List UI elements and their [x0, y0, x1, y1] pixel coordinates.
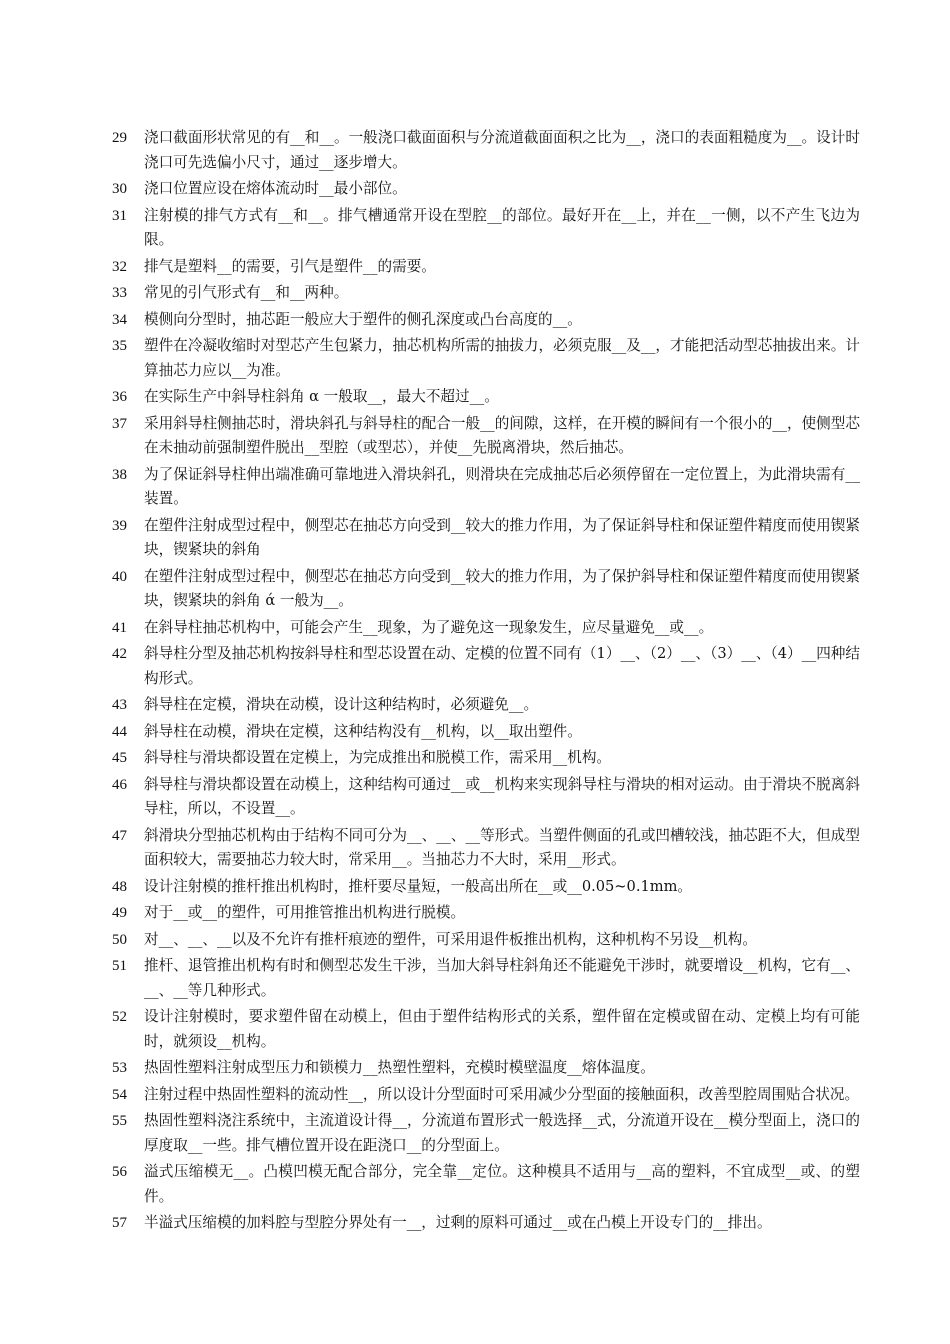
question-number: 56	[112, 1164, 127, 1180]
question-text: 斜导柱与滑块都设置在定模上，为完成推出和脱模工作，需采用__机构。	[144, 749, 612, 766]
question-number: 43	[112, 697, 127, 713]
question-number: 37	[112, 415, 127, 432]
question-text: 为了保证斜导柱伸出端准确可靠地进入滑块斜孔，则滑块在完成抽芯后必须停留在一定位置上，为此滑块需有__装置。	[144, 465, 860, 507]
question-number: 45	[112, 750, 127, 766]
question-number: 46	[112, 776, 127, 793]
question-text: 设计注射模的推杆推出机构时，推杆要尽量短，一般高出所在__或__0.05~0.1mm。	[144, 877, 693, 895]
question-text: 塑件在冷凝收缩时对型芯产生包紧力，抽芯机构所需的抽拔力，必须克服__及__，才能把活动型芯抽拔出来。计算抽芯力应以__为准。	[144, 337, 860, 379]
question-item	[112, 1005, 860, 1054]
question-number: 39	[112, 517, 127, 534]
question-item	[112, 1160, 860, 1209]
question-item	[112, 1211, 860, 1236]
question-text: 模侧向分型时，抽芯距一般应大于塑件的侧孔深度或凸台高度的__。	[144, 310, 582, 328]
question-number: 44	[112, 723, 127, 740]
question-text: 注射过程中热固性塑料的流动性__，所以设计分型面时可采用减少分型面的接触面积，改善型腔周围贴合状况。	[144, 1085, 860, 1103]
question-item	[112, 565, 860, 614]
question-item	[112, 928, 860, 953]
question-item	[112, 746, 860, 771]
question-number: 53	[112, 1060, 127, 1076]
question-item	[112, 463, 860, 512]
question-number: 32	[112, 258, 127, 275]
question-text: 对__、__、__以及不允许有推杆痕迹的塑件，可采用退件板推出机构，这种机构不另设__机构。	[144, 930, 757, 948]
question-item	[112, 693, 860, 718]
question-item	[112, 824, 860, 873]
question-text: 在塑件注射成型过程中，侧型芯在抽芯方向受到__较大的推力作用，为了保护斜导柱和保证塑件精度而使用锲紧块，锲紧块的斜角 ά 一般为__。	[144, 567, 860, 609]
question-text: 热固性塑料注射成型压力和锁模力__热塑性塑料，充模时模壁温度__熔体温度。	[144, 1059, 655, 1076]
question-item	[112, 126, 860, 175]
question-text: 斜导柱在动模，滑块在定模，这种结构没有__机构，以__取出塑件。	[144, 722, 582, 740]
question-item	[112, 1109, 860, 1158]
question-item	[112, 514, 860, 563]
question-item	[112, 385, 860, 410]
question-number: 36	[112, 389, 127, 405]
question-text: 常见的引气形式有__和__两种。	[144, 284, 349, 301]
question-text: 在塑件注射成型过程中，侧型芯在抽芯方向受到__较大的推力作用，为了保证斜导柱和保证塑件精度而使用锲紧块，锲紧块的斜角	[144, 516, 860, 558]
question-item	[112, 204, 860, 253]
question-number: 50	[112, 931, 127, 948]
question-item	[112, 334, 860, 383]
question-number: 35	[112, 338, 127, 354]
question-number: 54	[112, 1086, 127, 1103]
question-text: 热固性塑料浇注系统中，主流道设计得__，分流道布置形式一般选择__式，分流道开设在__模分型面上，浇口的厚度取__一些。排气槽位置开设在距浇口__的分型面上。	[144, 1112, 860, 1154]
question-text: 推杆、退管推出机构有时和侧型芯发生干涉，当加大斜导柱斜角还不能避免干涉时，就要增设__机构，它有__、__、__等几种形式。	[144, 957, 860, 999]
question-number: 40	[112, 568, 127, 585]
question-text: 斜导柱在定模，滑块在动模，设计这种结构时，必须避免__。	[144, 696, 539, 713]
question-text: 设计注射模时，要求塑件留在动模上，但由于塑件结构形式的关系，塑件留在定模或留在动、定模上均有可能时，就须设__机构。	[144, 1008, 860, 1050]
question-number: 30	[112, 181, 127, 197]
question-text: 溢式压缩模无__。凸模凹模无配合部分，完全靠__定位。这种模具不适用与__高的塑料，不宜成型__或、的塑件。	[144, 1163, 860, 1205]
question-item	[112, 616, 860, 641]
question-item	[112, 412, 860, 461]
question-item	[112, 177, 860, 202]
question-item	[112, 255, 860, 280]
question-number: 33	[112, 285, 127, 301]
question-number: 38	[112, 466, 127, 483]
question-item	[112, 954, 860, 1003]
question-text: 半溢式压缩模的加料腔与型腔分界处有一__，过剩的原料可通过__或在凸模上开设专门的__排出。	[144, 1214, 772, 1231]
question-number: 31	[112, 207, 127, 224]
question-item	[112, 720, 860, 745]
question-text: 注射模的排气方式有__和__。排气槽通常开设在型腔__的部位。最好开在__上，并在__一侧，以不产生飞边为限。	[144, 206, 860, 248]
question-text: 浇口截面形状常见的有__和__。一般浇口截面面积与分流道截面面积之比为__，浇口的表面粗糙度为__。设计时浇口可先选偏小尺寸，通过__逐步增大。	[144, 129, 860, 171]
question-number: 47	[112, 827, 127, 844]
question-number: 49	[112, 905, 127, 921]
question-text: 斜导柱与滑块都设置在动模上，这种结构可通过__或__机构来实现斜导柱与滑块的相对运动。由于滑块不脱离斜导柱，所以，不设置__。	[144, 775, 860, 817]
question-number: 55	[112, 1113, 127, 1129]
question-item	[112, 901, 860, 926]
question-item	[112, 281, 860, 306]
question-number: 34	[112, 311, 127, 328]
question-text: 斜滑块分型抽芯机构由于结构不同可分为__、__、__等形式。当塑件侧面的孔或凹槽较浅，抽芯距不大，但成型面积较大，需要抽芯力较大时，常采用__。当抽芯力不大时，采用__形式。	[144, 826, 860, 868]
question-item	[112, 875, 860, 900]
question-item	[112, 308, 860, 333]
question-number: 57	[112, 1215, 127, 1231]
question-text: 浇口位置应设在熔体流动时__最小部位。	[144, 180, 407, 197]
question-item	[112, 642, 860, 691]
question-number: 29	[112, 130, 127, 146]
question-number: 52	[112, 1009, 127, 1025]
question-text: 排气是塑料__的需要，引气是塑件__的需要。	[144, 257, 436, 275]
question-number: 48	[112, 878, 127, 895]
question-text: 在实际生产中斜导柱斜角 α 一般取__，最大不超过__。	[144, 388, 499, 405]
question-text: 对于__或__的塑件，可用推管推出机构进行脱模。	[144, 904, 466, 921]
question-text: 斜导柱分型及抽芯机构按斜导柱和型芯设置在动、定模的位置不同有（1）__、（2）__、（3）__、（4）__四种结构形式。	[144, 645, 860, 687]
question-text: 在斜导柱抽芯机构中，可能会产生__现象，为了避免这一现象发生，应尽量避免__或__。	[144, 618, 714, 636]
question-item	[112, 1083, 860, 1108]
question-number: 42	[112, 646, 127, 662]
question-number: 51	[112, 958, 127, 974]
question-number: 41	[112, 619, 127, 636]
question-item	[112, 1056, 860, 1081]
question-text: 采用斜导柱侧抽芯时，滑块斜孔与斜导柱的配合一般__的间隙，这样，在开模的瞬间有一个很小的__，使侧型芯在未抽动前强制塑件脱出__型腔（或型芯），并使__先脱离滑块，然后抽芯。	[144, 414, 860, 456]
question-item	[112, 773, 860, 822]
